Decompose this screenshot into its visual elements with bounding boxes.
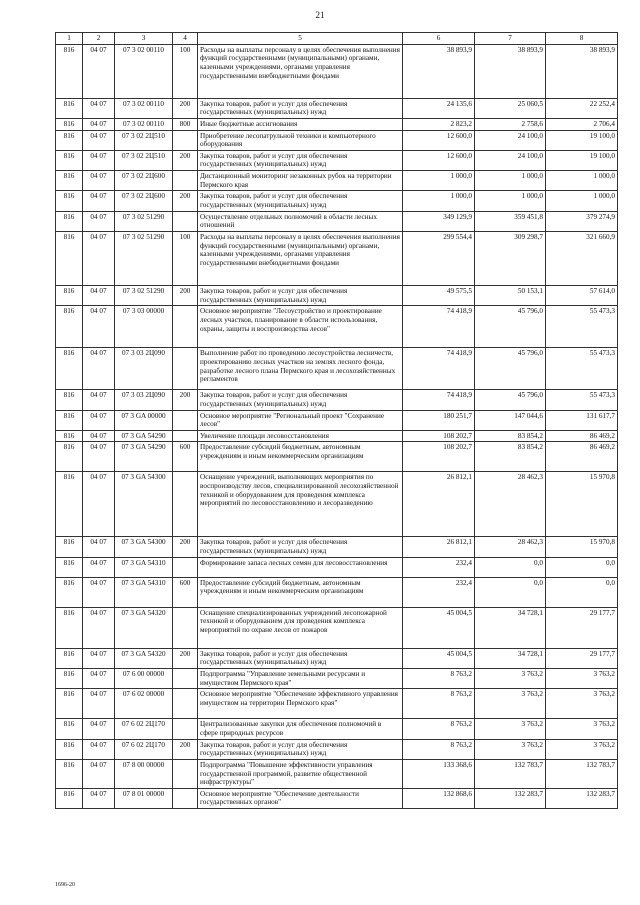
section-code-cell: 04 07	[83, 98, 115, 118]
table-row	[56, 171, 618, 191]
amount-year1-cell: 38 893,9	[403, 44, 475, 98]
amount-year2-cell: 3 763,2	[475, 689, 546, 719]
amount-year3-cell: 57 614,0	[546, 285, 618, 305]
item-name-cell: Предоставление субсидий бюджетным, автономным учреждениям и иным некоммерческим организациям	[198, 577, 403, 607]
amount-year2-cell: 0,0	[475, 577, 546, 607]
org-code-cell: 816	[56, 537, 83, 557]
amount-year3-cell: 55 473,3	[546, 348, 618, 390]
target-code-cell: 07 3 02 51290	[115, 211, 173, 231]
column-header: 6	[403, 33, 475, 45]
amount-year2-cell: 38 893,9	[475, 44, 546, 98]
expense-type-cell	[173, 430, 198, 442]
amount-year1-cell: 349 129,9	[403, 211, 475, 231]
item-name-cell: Осуществление отдельных полномочий в области лесных отношений	[198, 211, 403, 231]
target-code-cell: 07 3 GA 54300	[115, 472, 173, 537]
amount-year2-cell: 25 060,5	[475, 98, 546, 118]
amount-year1-cell: 26 812,1	[403, 472, 475, 537]
expense-type-cell: 600	[173, 577, 198, 607]
amount-year2-cell: 3 763,2	[475, 669, 546, 689]
item-name-cell: Основное мероприятие "Региональный проект "Сохранение лесов"	[198, 410, 403, 430]
amount-year1-cell: 299 554,4	[403, 231, 475, 285]
org-code-cell: 816	[56, 430, 83, 442]
expense-type-cell	[173, 348, 198, 390]
expense-type-cell	[173, 171, 198, 191]
amount-year3-cell: 19 100,0	[546, 150, 618, 170]
target-code-cell: 07 3 02 00110	[115, 98, 173, 118]
expense-type-cell	[173, 719, 198, 739]
column-header: 8	[546, 33, 618, 45]
section-code-cell: 04 07	[83, 130, 115, 150]
table-row	[56, 739, 618, 759]
org-code-cell: 816	[56, 44, 83, 98]
section-code-cell: 04 07	[83, 410, 115, 430]
target-code-cell: 07 3 02 2Ц600	[115, 171, 173, 191]
table-row	[56, 442, 618, 472]
amount-year1-cell: 1 000,0	[403, 191, 475, 211]
section-code-cell: 04 07	[83, 348, 115, 390]
section-code-cell: 04 07	[83, 306, 115, 348]
section-code-cell: 04 07	[83, 231, 115, 285]
expense-type-cell: 200	[173, 648, 198, 668]
amount-year3-cell: 19 100,0	[546, 130, 618, 150]
amount-year3-cell: 3 763,2	[546, 719, 618, 739]
item-name-cell: Закупка товаров, работ и услуг для обеспечения государственных (муниципальных) нужд	[198, 390, 403, 410]
section-code-cell: 04 07	[83, 788, 115, 808]
amount-year2-cell: 1 000,0	[475, 191, 546, 211]
amount-year1-cell: 132 868,6	[403, 788, 475, 808]
table-row	[56, 759, 618, 788]
target-code-cell: 07 6 02 2Ц170	[115, 719, 173, 739]
item-name-cell: Закупка товаров, работ и услуг для обеспечения государственных (муниципальных) нужд	[198, 98, 403, 118]
section-code-cell: 04 07	[83, 739, 115, 759]
item-name-cell: Приобретение лесопатрульной техники и компьютерного оборудования	[198, 130, 403, 150]
section-code-cell: 04 07	[83, 557, 115, 577]
item-name-cell: Оснащение учреждений, выполняющих мероприятия по воспроизводству лесов, специализированной лесохозяйственной техникой и оборудованием для проведения комплекса мероприятий по лесовосстановлению и лесоразведению	[198, 472, 403, 537]
amount-year2-cell: 34 728,1	[475, 607, 546, 648]
amount-year1-cell: 45 004,5	[403, 648, 475, 668]
expense-type-cell: 100	[173, 231, 198, 285]
section-code-cell: 04 07	[83, 44, 115, 98]
amount-year2-cell: 28 462,3	[475, 537, 546, 557]
expense-type-cell	[173, 607, 198, 648]
table-body	[56, 44, 618, 808]
org-code-cell: 816	[56, 285, 83, 305]
table-row	[56, 118, 618, 130]
amount-year3-cell: 2 706,4	[546, 118, 618, 130]
table-row	[56, 390, 618, 410]
item-name-cell: Расходы на выплаты персоналу в целях обеспечения выполнения функций государственными (муниципальными) органами, казенными учреждениями, органами управления государственными внебюджетными фондами	[198, 231, 403, 285]
amount-year3-cell: 3 763,2	[546, 739, 618, 759]
item-name-cell: Оснащение специализированных учреждений лесопожарной техникой и оборудованием для проведения комплекса мероприятий по охране лесов от пожаров	[198, 607, 403, 648]
expense-type-cell	[173, 788, 198, 808]
amount-year2-cell: 2 758,6	[475, 118, 546, 130]
amount-year1-cell: 49 575,5	[403, 285, 475, 305]
table-row	[56, 211, 618, 231]
amount-year3-cell: 86 469,2	[546, 442, 618, 472]
item-name-cell: Увеличение площади лесовосстановления	[198, 430, 403, 442]
amount-year3-cell: 1 000,0	[546, 171, 618, 191]
org-code-cell: 816	[56, 231, 83, 285]
amount-year1-cell: 74 418,9	[403, 390, 475, 410]
target-code-cell: 07 6 00 00000	[115, 669, 173, 689]
target-code-cell: 07 3 GA 54310	[115, 577, 173, 607]
column-header: 3	[115, 33, 173, 45]
expense-type-cell: 200	[173, 390, 198, 410]
item-name-cell: Закупка товаров, работ и услуг для обеспечения государственных (муниципальных) нужд	[198, 648, 403, 668]
org-code-cell: 816	[56, 669, 83, 689]
org-code-cell: 816	[56, 557, 83, 577]
section-code-cell: 04 07	[83, 442, 115, 472]
item-name-cell: Основное мероприятие "Лесоустройство и проектирование лесных участков, планирование в области использования, охраны, защиты и воспроизводства лесов"	[198, 306, 403, 348]
table-row	[56, 788, 618, 808]
amount-year3-cell: 0,0	[546, 557, 618, 577]
target-code-cell: 07 3 03 00000	[115, 306, 173, 348]
target-code-cell: 07 3 02 2Ц510	[115, 150, 173, 170]
org-code-cell: 816	[56, 689, 83, 719]
amount-year3-cell: 15 970,8	[546, 472, 618, 537]
section-code-cell: 04 07	[83, 719, 115, 739]
table-row	[56, 557, 618, 577]
amount-year2-cell: 132 783,7	[475, 759, 546, 788]
amount-year1-cell: 108 202,7	[403, 442, 475, 472]
target-code-cell: 07 8 01 00000	[115, 788, 173, 808]
section-code-cell: 04 07	[83, 118, 115, 130]
amount-year3-cell: 131 617,7	[546, 410, 618, 430]
amount-year3-cell: 29 177,7	[546, 648, 618, 668]
amount-year2-cell: 3 763,2	[475, 719, 546, 739]
item-name-cell: Закупка товаров, работ и услуг для обеспечения государственных (муниципальных) нужд	[198, 285, 403, 305]
amount-year1-cell: 180 251,7	[403, 410, 475, 430]
target-code-cell: 07 3 02 00110	[115, 118, 173, 130]
org-code-cell: 816	[56, 118, 83, 130]
amount-year1-cell: 12 600,0	[403, 130, 475, 150]
section-code-cell: 04 07	[83, 171, 115, 191]
item-name-cell: Основное мероприятие "Обеспечение эффективного управления имуществом на территории Пермского края"	[198, 689, 403, 719]
org-code-cell: 816	[56, 719, 83, 739]
amount-year2-cell: 359 451,8	[475, 211, 546, 231]
target-code-cell: 07 3 02 00110	[115, 44, 173, 98]
amount-year2-cell: 83 854,2	[475, 430, 546, 442]
expense-type-cell: 200	[173, 285, 198, 305]
table-row	[56, 130, 618, 150]
column-header: 4	[173, 33, 198, 45]
amount-year2-cell: 50 153,1	[475, 285, 546, 305]
header-row	[56, 33, 618, 45]
expense-type-cell: 200	[173, 537, 198, 557]
target-code-cell: 07 3 02 2Ц600	[115, 191, 173, 211]
amount-year3-cell: 55 473,3	[546, 306, 618, 348]
amount-year2-cell: 83 854,2	[475, 442, 546, 472]
amount-year1-cell: 232,4	[403, 577, 475, 607]
target-code-cell: 07 3 03 2Ц090	[115, 390, 173, 410]
target-code-cell: 07 3 02 51290	[115, 231, 173, 285]
item-name-cell: Закупка товаров, работ и услуг для обеспечения государственных (муниципальных) нужд	[198, 191, 403, 211]
expense-type-cell	[173, 689, 198, 719]
target-code-cell: 07 3 GA 54300	[115, 537, 173, 557]
section-code-cell: 04 07	[83, 648, 115, 668]
table-header	[56, 33, 618, 45]
target-code-cell: 07 3 02 2Ц510	[115, 130, 173, 150]
section-code-cell: 04 07	[83, 472, 115, 537]
expense-type-cell: 200	[173, 98, 198, 118]
org-code-cell: 816	[56, 648, 83, 668]
item-name-cell: Централизованные закупки для обеспечения полномочий в сфере природных ресурсов	[198, 719, 403, 739]
section-code-cell: 04 07	[83, 759, 115, 788]
amount-year2-cell: 0,0	[475, 557, 546, 577]
org-code-cell: 816	[56, 607, 83, 648]
budget-table	[55, 32, 618, 809]
amount-year3-cell: 3 763,2	[546, 669, 618, 689]
section-code-cell: 04 07	[83, 669, 115, 689]
column-header: 5	[198, 33, 403, 45]
amount-year2-cell: 24 100,0	[475, 130, 546, 150]
amount-year1-cell: 8 763,2	[403, 669, 475, 689]
expense-type-cell	[173, 306, 198, 348]
org-code-cell: 816	[56, 306, 83, 348]
table-row	[56, 607, 618, 648]
target-code-cell: 07 3 GA 54290	[115, 430, 173, 442]
amount-year3-cell: 321 660,9	[546, 231, 618, 285]
target-code-cell: 07 6 02 00000	[115, 689, 173, 719]
amount-year2-cell: 1 000,0	[475, 171, 546, 191]
table-row	[56, 150, 618, 170]
amount-year1-cell: 8 763,2	[403, 739, 475, 759]
amount-year1-cell: 8 763,2	[403, 689, 475, 719]
item-name-cell: Закупка товаров, работ и услуг для обеспечения государственных (муниципальных) нужд	[198, 537, 403, 557]
amount-year1-cell: 2 823,2	[403, 118, 475, 130]
org-code-cell: 816	[56, 150, 83, 170]
expense-type-cell: 200	[173, 191, 198, 211]
expense-type-cell: 200	[173, 739, 198, 759]
column-header: 1	[56, 33, 83, 45]
amount-year1-cell: 108 202,7	[403, 430, 475, 442]
expense-type-cell	[173, 211, 198, 231]
org-code-cell: 816	[56, 577, 83, 607]
item-name-cell: Основное мероприятие "Обеспечение деятельности государственных органов"	[198, 788, 403, 808]
org-code-cell: 816	[56, 739, 83, 759]
item-name-cell: Подпрограмма "Управление земельными ресурсами и имуществом Пермского края"	[198, 669, 403, 689]
expense-type-cell	[173, 130, 198, 150]
item-name-cell: Подпрограмма "Повышение эффективности управления государственной программой, развитие общественной инфраструктуры"	[198, 759, 403, 788]
amount-year3-cell: 1 000,0	[546, 191, 618, 211]
item-name-cell: Закупка товаров, работ и услуг для обеспечения государственных (муниципальных) нужд	[198, 739, 403, 759]
item-name-cell: Предоставление субсидий бюджетным, автономным учреждениям и иным некоммерческим организациям	[198, 442, 403, 472]
expense-type-cell	[173, 759, 198, 788]
table-row	[56, 348, 618, 390]
org-code-cell: 816	[56, 348, 83, 390]
amount-year2-cell: 147 044,6	[475, 410, 546, 430]
item-name-cell: Дистанционный мониторинг незаконных рубок на территории Пермского края	[198, 171, 403, 191]
expense-type-cell: 800	[173, 118, 198, 130]
target-code-cell: 07 3 GA 54320	[115, 607, 173, 648]
target-code-cell: 07 3 02 51290	[115, 285, 173, 305]
org-code-cell: 816	[56, 410, 83, 430]
amount-year3-cell: 15 970,8	[546, 537, 618, 557]
target-code-cell: 07 8 00 00000	[115, 759, 173, 788]
amount-year3-cell: 22 252,4	[546, 98, 618, 118]
org-code-cell: 816	[56, 191, 83, 211]
amount-year3-cell: 132 783,7	[546, 759, 618, 788]
amount-year2-cell: 132 283,7	[475, 788, 546, 808]
section-code-cell: 04 07	[83, 577, 115, 607]
target-code-cell: 07 3 GA 54310	[115, 557, 173, 577]
org-code-cell: 816	[56, 171, 83, 191]
amount-year1-cell: 133 368,6	[403, 759, 475, 788]
expense-type-cell: 600	[173, 442, 198, 472]
table-row	[56, 719, 618, 739]
amount-year3-cell: 0,0	[546, 577, 618, 607]
section-code-cell: 04 07	[83, 689, 115, 719]
amount-year2-cell: 45 796,0	[475, 348, 546, 390]
amount-year1-cell: 74 418,9	[403, 348, 475, 390]
org-code-cell: 816	[56, 390, 83, 410]
table-row	[56, 669, 618, 689]
item-name-cell: Расходы на выплаты персоналу в целях обеспечения выполнения функций государственными (муниципальными) органами, казенными учреждениями, органами управления государственными внебюджетными фондами	[198, 44, 403, 98]
section-code-cell: 04 07	[83, 430, 115, 442]
amount-year1-cell: 26 812,1	[403, 537, 475, 557]
column-header: 7	[475, 33, 546, 45]
target-code-cell: 07 3 GA 00000	[115, 410, 173, 430]
expense-type-cell: 100	[173, 44, 198, 98]
section-code-cell: 04 07	[83, 537, 115, 557]
amount-year3-cell: 379 274,9	[546, 211, 618, 231]
section-code-cell: 04 07	[83, 211, 115, 231]
amount-year3-cell: 86 469,2	[546, 430, 618, 442]
amount-year2-cell: 309 298,7	[475, 231, 546, 285]
table-row	[56, 410, 618, 430]
item-name-cell: Закупка товаров, работ и услуг для обеспечения государственных (муниципальных) нужд	[198, 150, 403, 170]
amount-year1-cell: 24 135,6	[403, 98, 475, 118]
amount-year2-cell: 45 796,0	[475, 390, 546, 410]
section-code-cell: 04 07	[83, 285, 115, 305]
table-row	[56, 537, 618, 557]
target-code-cell: 07 3 GA 54290	[115, 442, 173, 472]
section-code-cell: 04 07	[83, 390, 115, 410]
amount-year1-cell: 8 763,2	[403, 719, 475, 739]
amount-year1-cell: 45 004,5	[403, 607, 475, 648]
amount-year1-cell: 12 600,0	[403, 150, 475, 170]
org-code-cell: 816	[56, 788, 83, 808]
amount-year1-cell: 74 418,9	[403, 306, 475, 348]
column-header: 2	[83, 33, 115, 45]
target-code-cell: 07 6 02 2Ц170	[115, 739, 173, 759]
amount-year1-cell: 232,4	[403, 557, 475, 577]
target-code-cell: 07 3 03 2Ц090	[115, 348, 173, 390]
table-row	[56, 472, 618, 537]
amount-year1-cell: 1 000,0	[403, 171, 475, 191]
org-code-cell: 816	[56, 759, 83, 788]
table-row	[56, 306, 618, 348]
amount-year2-cell: 45 796,0	[475, 306, 546, 348]
amount-year2-cell: 28 462,3	[475, 472, 546, 537]
table-row	[56, 430, 618, 442]
table-row	[56, 231, 618, 285]
item-name-cell: Иные бюджетные ассигнования	[198, 118, 403, 130]
table-row	[56, 285, 618, 305]
expense-type-cell	[173, 472, 198, 537]
footer-code: 1696-20	[55, 882, 75, 888]
table-row	[56, 648, 618, 668]
item-name-cell: Формирование запаса лесных семян для лесовосстановления	[198, 557, 403, 577]
table-row	[56, 98, 618, 118]
expense-type-cell	[173, 410, 198, 430]
target-code-cell: 07 3 GA 54320	[115, 648, 173, 668]
org-code-cell: 816	[56, 472, 83, 537]
amount-year3-cell: 38 893,9	[546, 44, 618, 98]
table-row	[56, 44, 618, 98]
amount-year3-cell: 3 763,2	[546, 689, 618, 719]
expense-type-cell	[173, 669, 198, 689]
section-code-cell: 04 07	[83, 150, 115, 170]
amount-year2-cell: 34 728,1	[475, 648, 546, 668]
amount-year2-cell: 24 100,0	[475, 150, 546, 170]
amount-year2-cell: 3 763,2	[475, 739, 546, 759]
amount-year3-cell: 132 283,7	[546, 788, 618, 808]
page-number: 21	[315, 10, 325, 20]
amount-year3-cell: 55 473,3	[546, 390, 618, 410]
org-code-cell: 816	[56, 98, 83, 118]
org-code-cell: 816	[56, 442, 83, 472]
expense-type-cell	[173, 557, 198, 577]
section-code-cell: 04 07	[83, 607, 115, 648]
item-name-cell: Выполнение работ по проведению лесоустройства лесничеств, проектированию лесных участков на землях лесного фонда, разработке лесного плана Пермского края и лесохозяйственных регламентов	[198, 348, 403, 390]
org-code-cell: 816	[56, 130, 83, 150]
org-code-cell: 816	[56, 211, 83, 231]
amount-year3-cell: 29 177,7	[546, 607, 618, 648]
table-row	[56, 191, 618, 211]
table-row	[56, 577, 618, 607]
table-row	[56, 689, 618, 719]
section-code-cell: 04 07	[83, 191, 115, 211]
expense-type-cell: 200	[173, 150, 198, 170]
